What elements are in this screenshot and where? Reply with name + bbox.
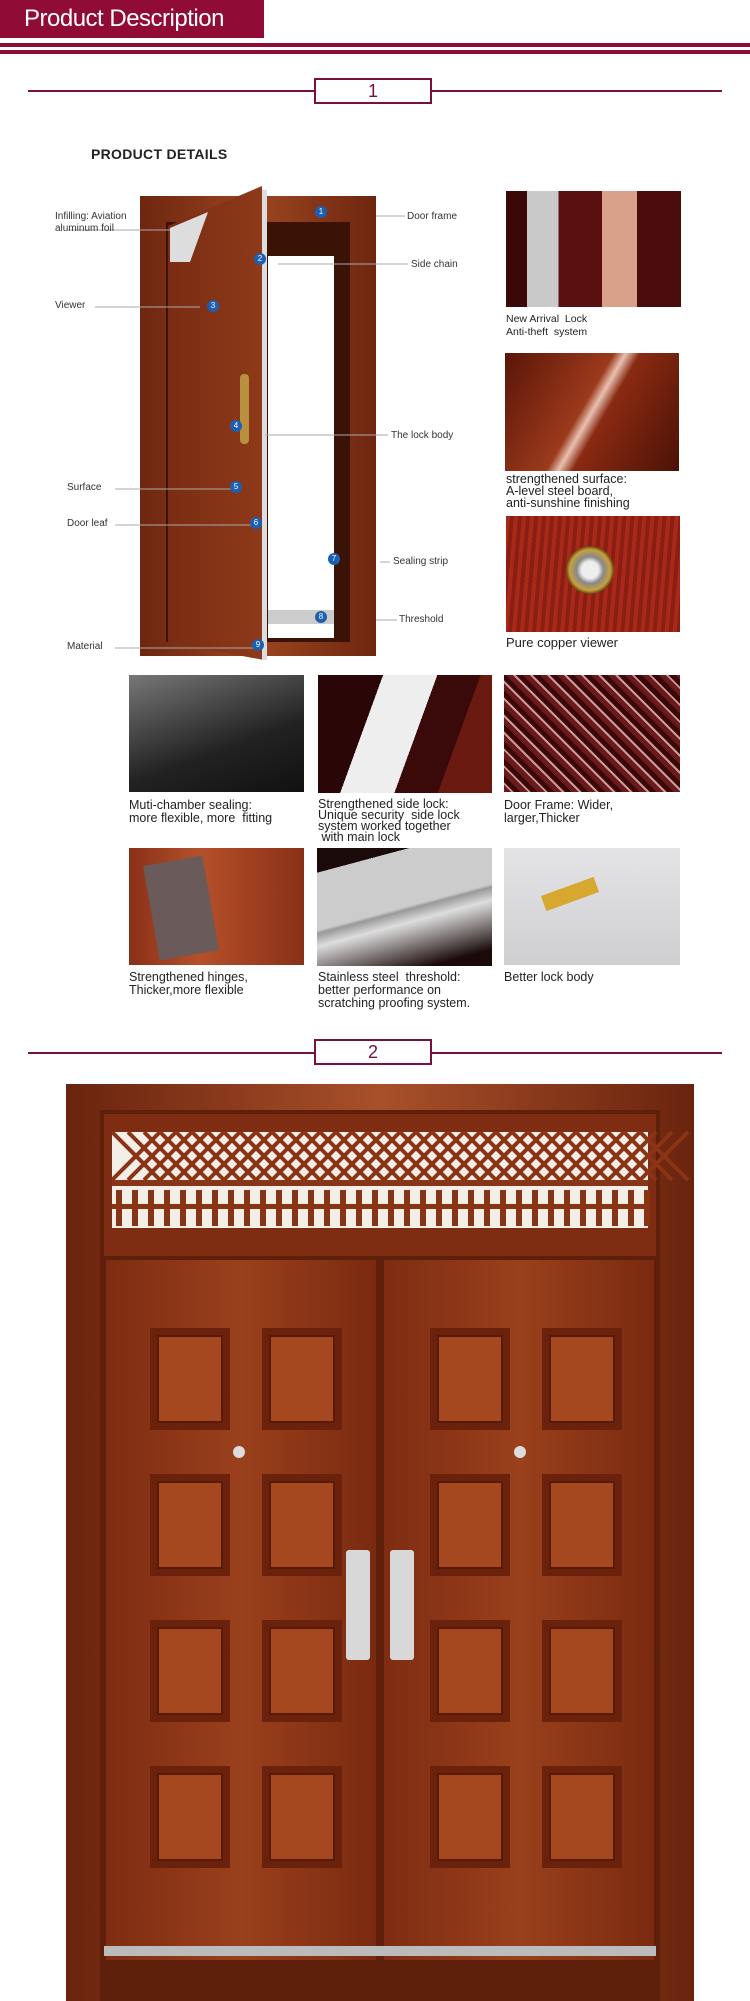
diagram-marker: 5: [230, 481, 242, 493]
grid-feature-caption: Better lock body: [504, 970, 594, 984]
grid-feature-caption: Door Frame: Wider, larger,Thicker: [504, 798, 614, 825]
door-panel-inner: [438, 1336, 502, 1422]
label-side-chain: Side chain: [411, 259, 458, 270]
grid-feature-caption: Stainless steel threshold: better performance on scratching proofing system.: [318, 970, 471, 1010]
grid-feature-caption: Strengthened hinges, Thicker,more flexible: [129, 970, 248, 997]
door-panel-inner: [158, 1482, 222, 1568]
right-handle: [390, 1550, 414, 1660]
label-material: Material: [67, 641, 103, 652]
left-handle: [346, 1550, 370, 1660]
label-lock-body: The lock body: [391, 430, 454, 441]
door-panel-inner: [438, 1774, 502, 1860]
door-panel-inner: [550, 1336, 614, 1422]
door-panel-inner: [270, 1482, 334, 1568]
label-door-leaf: Door leaf: [67, 518, 108, 529]
door-panel-inner: [438, 1482, 502, 1568]
diagram-marker: 7: [328, 553, 340, 565]
product-details-title: PRODUCT DETAILS: [91, 146, 228, 162]
door-panel-inner: [270, 1628, 334, 1714]
label-door-frame: Door frame: [407, 211, 458, 222]
lattice-rail: [112, 1180, 648, 1186]
diagram-marker: 1: [315, 206, 327, 218]
door-panel-inner: [158, 1628, 222, 1714]
grid-feature-caption: Muti-chamber sealing: more flexible, more fitting: [129, 798, 273, 825]
door-panel-inner: [158, 1774, 222, 1860]
door-panel-inner: [270, 1336, 334, 1422]
header-title: Product Description: [24, 5, 224, 32]
diagram-marker: 6: [250, 517, 262, 529]
door-panel-inner: [158, 1336, 222, 1422]
door-panel-inner: [438, 1628, 502, 1714]
label-sealing-strip: Sealing strip: [393, 556, 449, 567]
diagram-marker: 4: [230, 420, 242, 432]
label-threshold: Threshold: [399, 614, 444, 625]
door-panel-inner: [270, 1774, 334, 1860]
lattice-rail: [112, 1204, 648, 1209]
door-panel-inner: [550, 1628, 614, 1714]
diagram-marker: 9: [252, 639, 264, 651]
label-surface: Surface: [67, 482, 102, 493]
label-viewer: Viewer: [55, 300, 86, 311]
door-panel-inner: [550, 1482, 614, 1568]
left-viewer: [233, 1446, 245, 1458]
diagram-marker: 8: [315, 611, 327, 623]
right-viewer: [514, 1446, 526, 1458]
floor-strip: [104, 1946, 656, 1956]
label-infilling: Infilling: Aviation aluminum foil: [55, 211, 127, 234]
section-2-badge: 2: [314, 1039, 432, 1065]
side-feature-caption: New Arrival Lock Anti-theft system: [506, 313, 588, 338]
section-1-badge: 1: [314, 78, 432, 104]
door-panel-inner: [550, 1774, 614, 1860]
diagram-marker: 2: [254, 253, 266, 265]
grid-feature-caption: Strengthened side lock: Unique security side lock system worked together with main lock: [318, 797, 460, 844]
diagram-marker: 3: [207, 300, 219, 312]
side-feature-caption: strengthened surface: A-level steel board, anti-sunshine finishing: [506, 472, 630, 510]
side-feature-caption: Pure copper viewer: [506, 635, 618, 650]
